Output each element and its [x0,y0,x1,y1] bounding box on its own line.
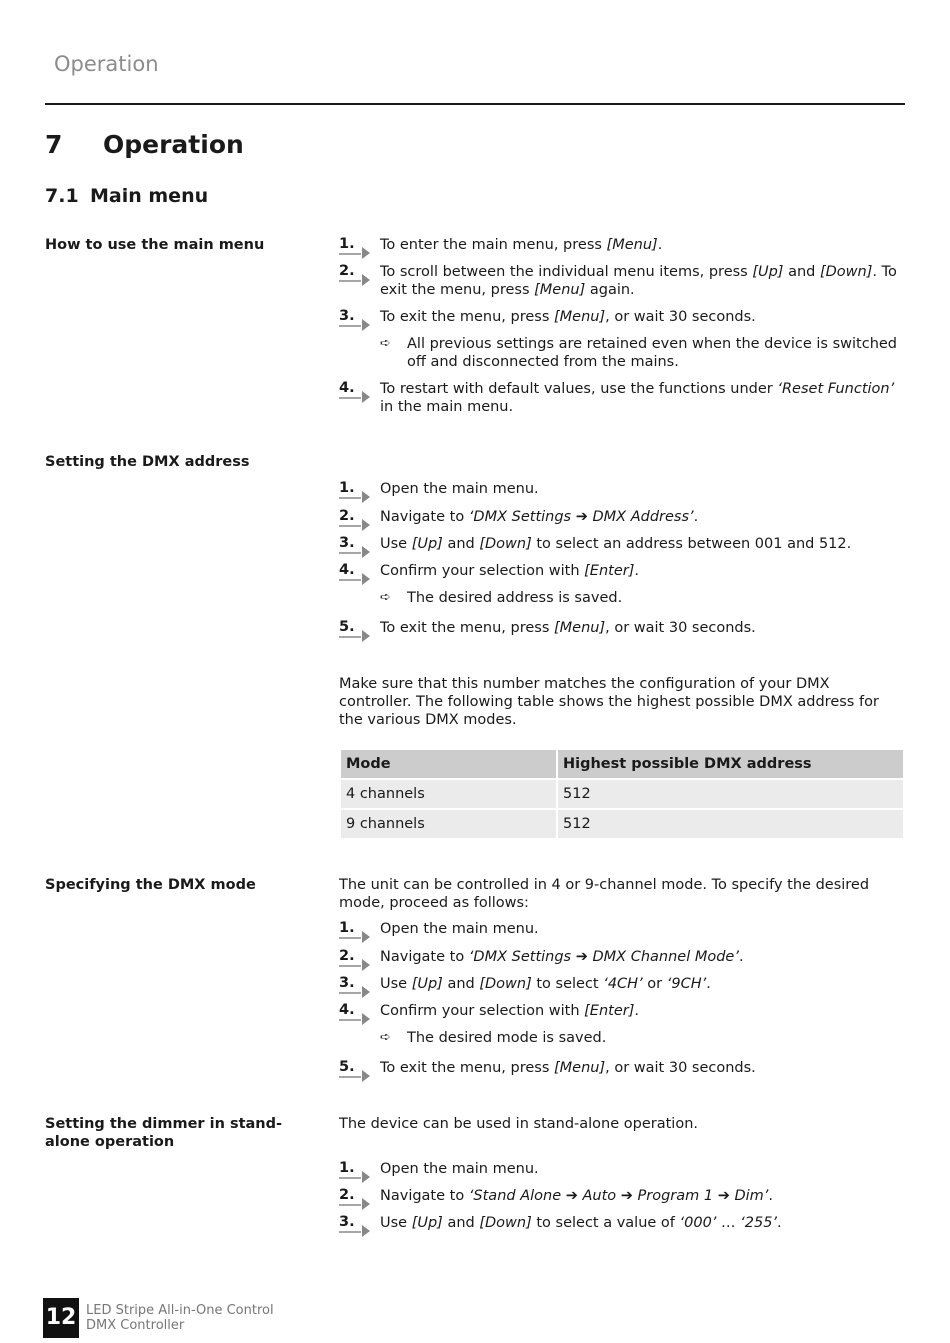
step-item [339,1160,905,1178]
step-number: 3. [339,1214,355,1230]
step-text: To scroll between the individual menu items, press [Up] and [Down]. To exit the menu, press [Menu] again. [380,264,897,298]
step-text: To restart with default values, use the functions under ‘Reset Function’ in the main menu. [380,381,895,415]
step-arrow-icon [339,544,371,558]
step-item [339,308,905,326]
step-number: 4. [339,562,355,578]
step-number: 2. [339,948,355,964]
step-item [339,1187,905,1205]
section-number: 7.1 [45,185,79,207]
block-label-dmx-address: Setting the DMX address [45,454,250,470]
block-label-stand-alone: Setting the dimmer in stand-alone operation [45,1116,283,1150]
header-divider [45,103,905,105]
step-item [339,920,905,938]
dmx-mode-intro: The unit can be controlled in 4 or 9-channel mode. To specify the desired mode, proceed as follows: [339,877,870,911]
step-number: 1. [339,1160,355,1176]
step-text: Confirm your selection with [Enter]. [380,1003,639,1019]
block-label-main-menu: How to use the main menu [45,237,265,253]
step-text: Use [Up] and [Down] to select a value of ‘000’ … ‘255’. [380,1215,782,1231]
block-label-dmx-mode: Specifying the DMX mode [45,877,256,893]
table-header-address: Highest possible DMX address [558,750,903,778]
table-row [341,780,903,808]
chapter-title: Operation [103,130,244,159]
result-text: The desired mode is saved. [407,1030,607,1046]
step-arrow-icon [339,272,371,286]
step-number: 1. [339,920,355,936]
step-item [339,380,905,416]
step-text: Navigate to ‘DMX Settings ➔ DMX Channel Mode’. [380,949,744,965]
step-text: To exit the menu, press [Menu], or wait 30 seconds. [380,309,756,325]
result-item [380,1029,905,1047]
footer-product-name: LED Stripe All-in-One Control [86,1303,274,1318]
result-text: All previous settings are retained even when the device is switched off and disconnected from the mains. [407,336,898,370]
step-text: Open the main menu. [380,481,539,497]
step-item [339,1002,905,1020]
footer-product-type: DMX Controller [86,1318,185,1333]
step-number: 3. [339,535,355,551]
table-cell: 4 channels [341,780,556,808]
step-arrow-icon [339,571,371,585]
step-item [339,975,905,993]
step-arrow-icon [339,1196,371,1210]
step-arrow-icon [339,317,371,331]
step-item [339,508,905,526]
step-text: To enter the main menu, press [Menu]. [380,237,663,253]
step-number: 1. [339,236,355,252]
running-header: Operation [54,52,159,76]
step-arrow-icon [339,957,371,971]
step-item [339,1059,905,1077]
step-text: To exit the menu, press [Menu], or wait 30 seconds. [380,620,756,636]
result-item [380,589,905,607]
table-cell: 512 [558,780,903,808]
step-item [339,480,905,498]
step-item [339,535,905,553]
step-arrow-icon [339,517,371,531]
step-item [339,1214,905,1232]
step-arrow-icon [339,929,371,943]
step-text: To exit the menu, press [Menu], or wait 30 seconds. [380,1060,756,1076]
step-text: Open the main menu. [380,1161,539,1177]
step-arrow-icon [339,1068,371,1082]
step-arrow-icon [339,1223,371,1237]
step-number: 3. [339,975,355,991]
step-text: Navigate to ‘DMX Settings ➔ DMX Address’. [380,509,699,525]
step-number: 2. [339,263,355,279]
step-arrow-icon [339,984,371,998]
step-item [339,948,905,966]
table-cell: 9 channels [341,810,556,838]
result-item [380,335,905,371]
step-arrow-icon [339,245,371,259]
dmx-address-note: Make sure that this number matches the configuration of your DMX controller. The following table shows the highest possible DMX address for the various DMX modes. [339,676,879,728]
step-text: Confirm your selection with [Enter]. [380,563,639,579]
section-title: Main menu [90,185,209,207]
result-arrow-icon: ➪ [380,590,391,605]
step-arrow-icon [339,489,371,503]
chapter-number: 7 [45,130,63,159]
table-header-mode: Mode [341,750,556,778]
step-item [339,562,905,580]
table-row [341,810,903,838]
step-number: 4. [339,1002,355,1018]
result-text: The desired address is saved. [407,590,623,606]
step-number: 4. [339,380,355,396]
step-text: Open the main menu. [380,921,539,937]
step-item [339,236,905,254]
step-arrow-icon [339,1169,371,1183]
step-text: Use [Up] and [Down] to select ‘4CH’ or ‘9CH’. [380,976,711,992]
table-header-row [341,750,903,778]
step-number: 3. [339,308,355,324]
step-text: Navigate to ‘Stand Alone ➔ Auto ➔ Program 1 ➔ Dim’. [380,1188,774,1204]
table-cell: 512 [558,810,903,838]
step-text: Use [Up] and [Down] to select an address between 001 and 512. [380,536,852,552]
result-arrow-icon: ➪ [380,336,391,351]
step-number: 2. [339,508,355,524]
step-item [339,263,905,299]
step-arrow-icon [339,1011,371,1025]
dmx-address-table [339,748,905,840]
page-number: 12 [43,1298,79,1338]
step-number: 2. [339,1187,355,1203]
step-arrow-icon [339,628,371,642]
stand-alone-intro: The device can be used in stand-alone operation. [339,1116,698,1132]
step-item [339,619,905,637]
step-number: 5. [339,1059,355,1075]
step-number: 1. [339,480,355,496]
step-number: 5. [339,619,355,635]
result-arrow-icon: ➪ [380,1030,391,1045]
step-arrow-icon [339,389,371,403]
